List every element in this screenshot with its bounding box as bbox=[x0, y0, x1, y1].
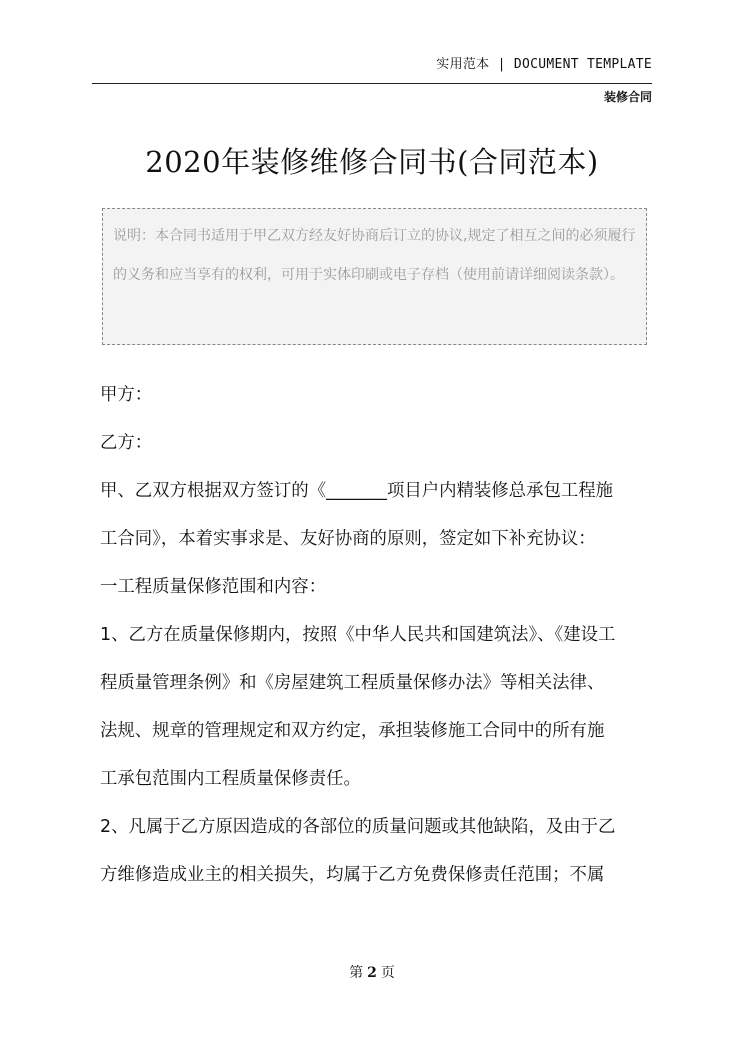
page-prefix: 第 bbox=[349, 965, 364, 981]
header-category: 装修合同 bbox=[603, 90, 652, 104]
body-line: 法规、规章的管理规定和双方约定，承担装修施工合同中的所有施 bbox=[100, 721, 605, 741]
body-line: 甲、乙双方根据双方签订的《_______项目户内精装修总承包工程施 bbox=[100, 481, 614, 501]
header-brand: 实用范本 | DOCUMENT TEMPLATE bbox=[436, 57, 652, 72]
note-text: 说明：本合同书适用于甲乙双方经友好协商后订立的协议,规定了相互之间的必须履行的义务和应当享有的权利，可用于实体印刷或电子存档（使用前请详细阅读条款）。 bbox=[113, 228, 636, 283]
party-b-line: 乙方： bbox=[100, 433, 153, 453]
document-title: 2020年装修维修合同书(合同范本) bbox=[145, 145, 599, 179]
body-line: 方维修造成业主的相关损失，均属于乙方免费保修责任范围；不属 bbox=[100, 865, 605, 885]
section-heading: 一工程质量保修范围和内容： bbox=[100, 577, 327, 597]
page-number bbox=[0, 962, 744, 982]
document-body bbox=[100, 375, 660, 903]
body-line: 工合同》，本着实事求是、友好协商的原则，签定如下补充协议： bbox=[100, 529, 596, 549]
party-a-line: 甲方： bbox=[100, 385, 153, 405]
body-line: 工承包范围内工程质量保修责任。 bbox=[100, 769, 361, 789]
note-box bbox=[102, 208, 647, 345]
body-line: 1、乙方在质量保修期内，按照《中华人民共和国建筑法》、《建设工 bbox=[100, 625, 616, 645]
body-line: 程质量管理条例》和《房屋建筑工程质量保修办法》等相关法律、 bbox=[100, 673, 605, 693]
header-divider bbox=[92, 83, 652, 84]
page-number-value: 2 bbox=[367, 965, 377, 981]
page-suffix: 页 bbox=[380, 965, 395, 981]
body-line: 2、凡属于乙方原因造成的各部位的质量问题或其他缺陷，及由于乙 bbox=[100, 817, 616, 837]
